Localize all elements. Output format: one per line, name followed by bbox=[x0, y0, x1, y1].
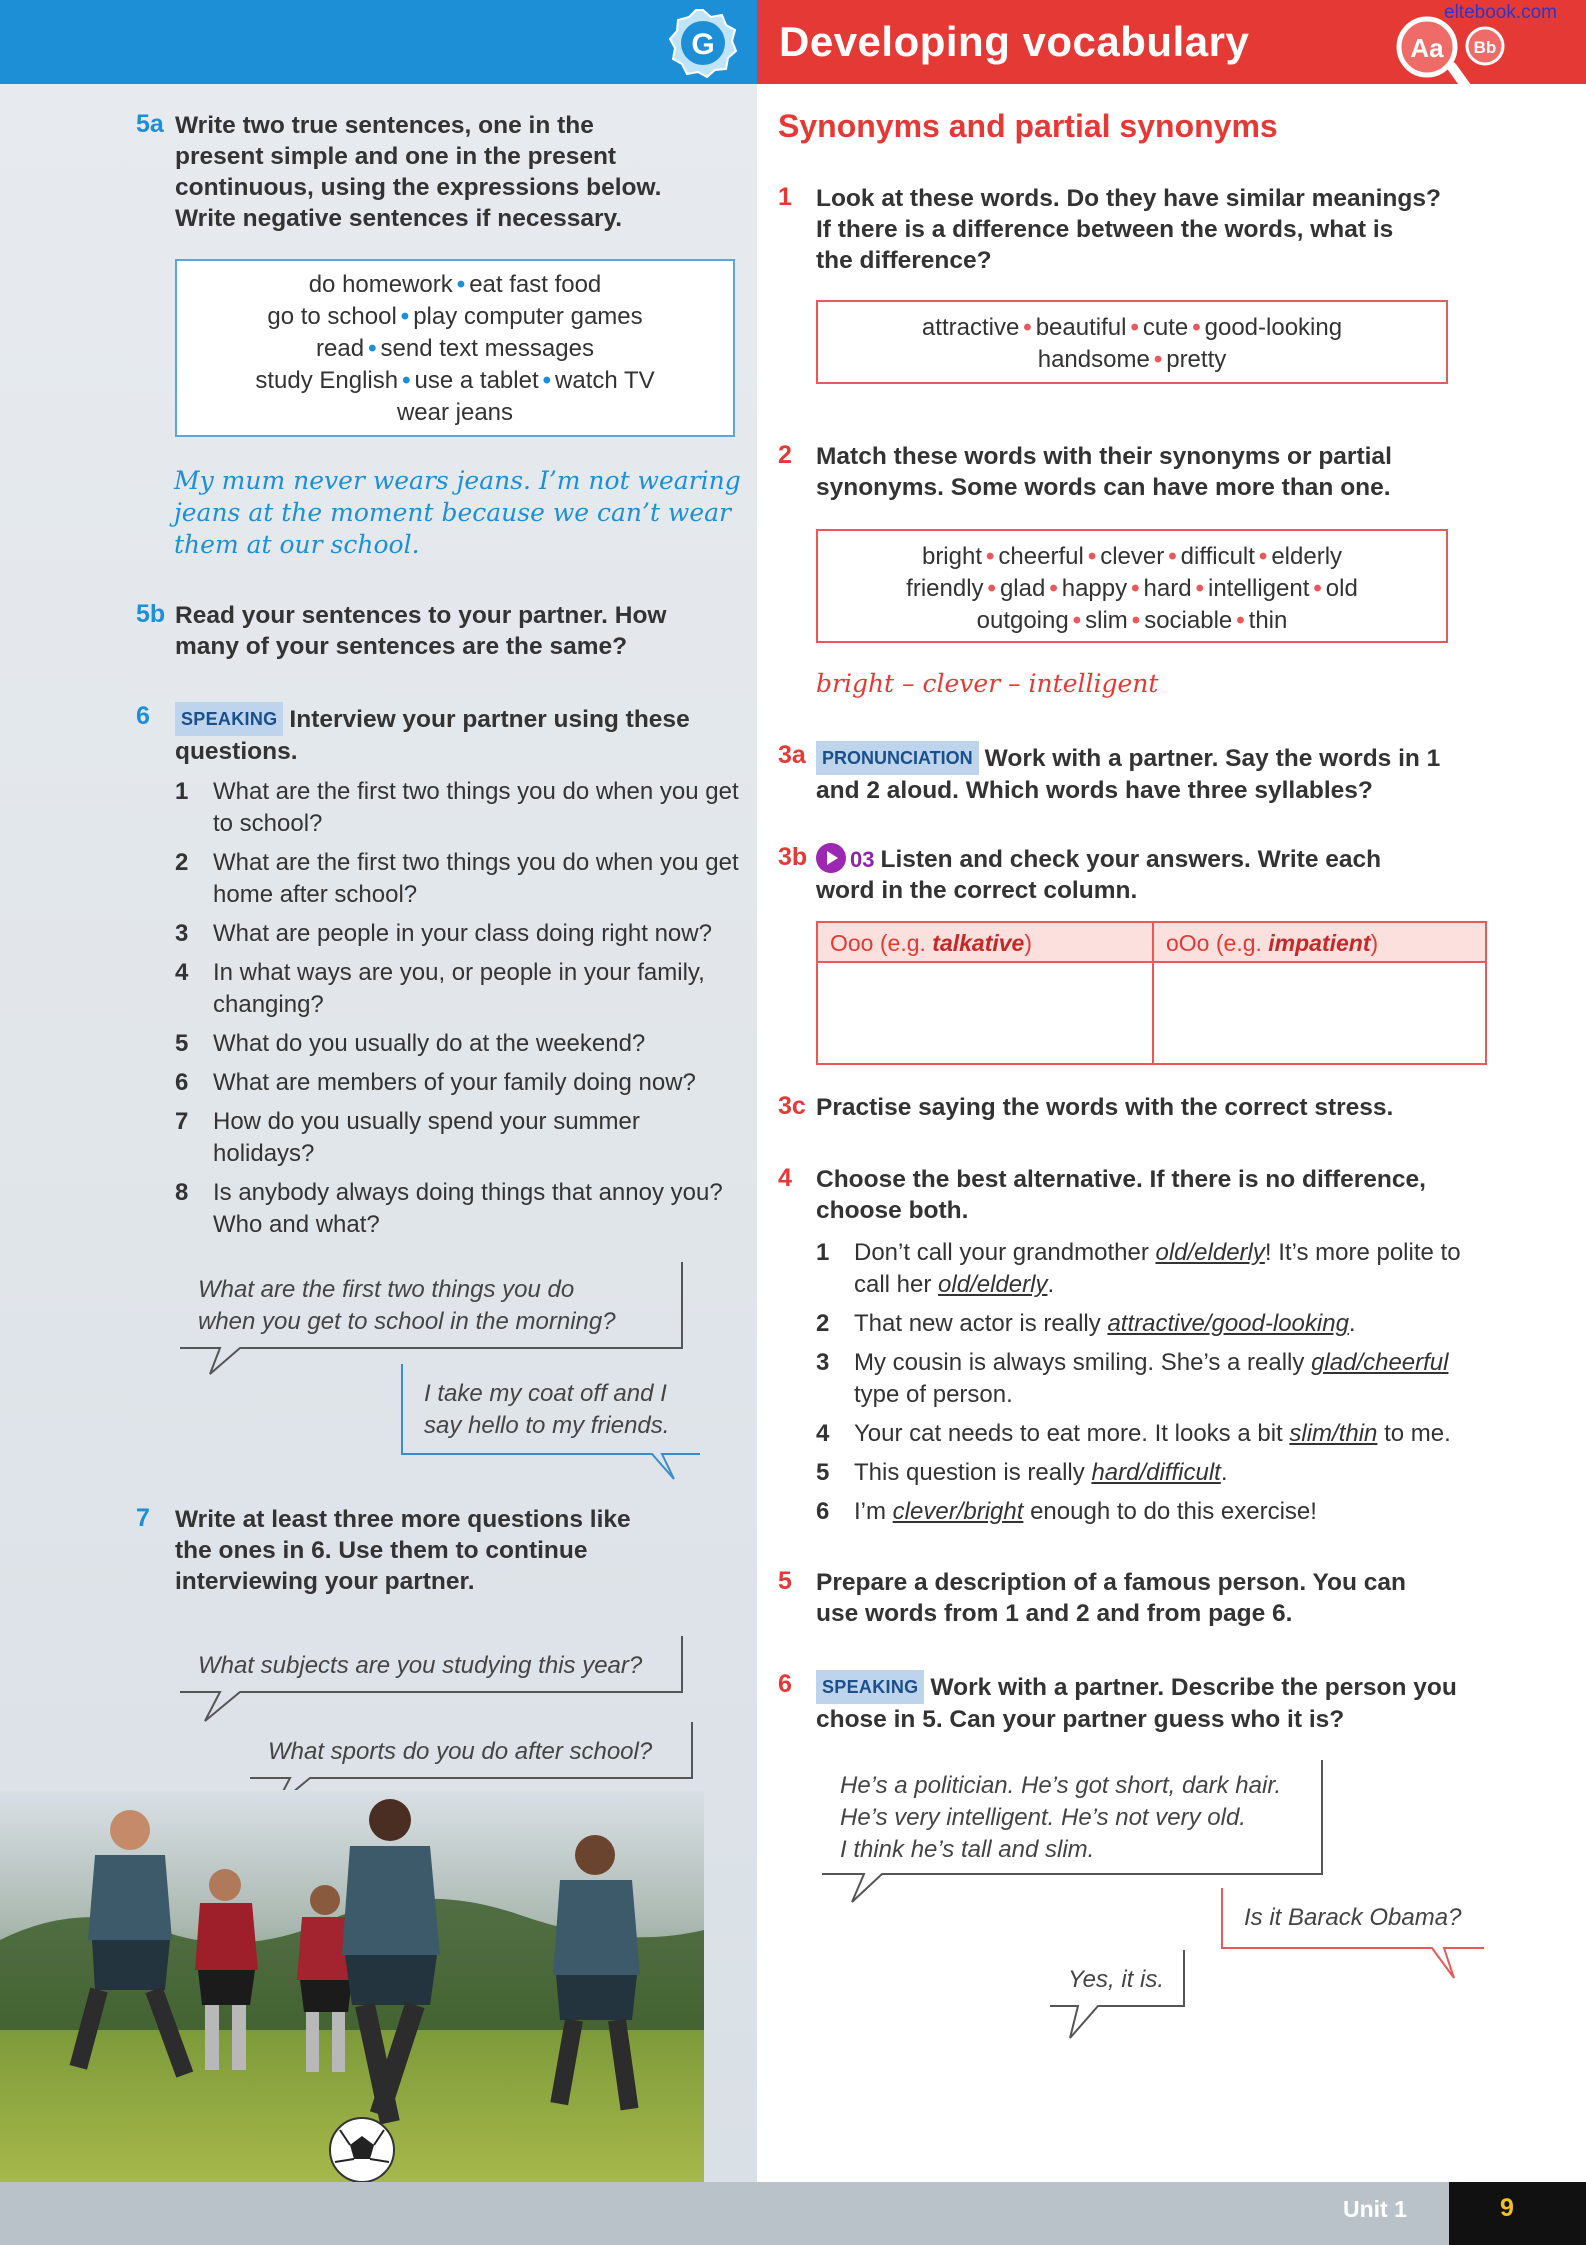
section-title: Synonyms and partial synonyms bbox=[778, 108, 1278, 144]
word-row: outgoing • slim • sociable • thin bbox=[976, 607, 1288, 634]
word-row: attractive • beautiful • cute • good-looking bbox=[921, 314, 1343, 341]
list-item: 1 Don’t call your grandmother old/elderly! It’s more polite to call her old/elderly. bbox=[816, 1239, 1461, 1298]
instruction-line: the difference? bbox=[816, 247, 992, 274]
list-item: 2 That new actor is really attractive/good-looking. bbox=[816, 1310, 1356, 1337]
instruction-line: interviewing your partner. bbox=[175, 1568, 475, 1595]
speech-bubble-reply: Yes, it is. bbox=[1050, 1950, 1186, 2050]
instruction-line: present simple and one in the present bbox=[175, 143, 617, 170]
exercise-6-right-number: 6 bbox=[778, 1670, 792, 1698]
svg-text:G: G bbox=[691, 28, 715, 61]
instruction-line: choose both. bbox=[816, 1197, 969, 1224]
instruction-line: continuous, using the expressions below. bbox=[175, 174, 662, 201]
instruction-line: Choose the best alternative. If there is no difference, bbox=[816, 1166, 1426, 1193]
exercise-3b-number: 3b bbox=[778, 843, 808, 871]
exercise-2-number: 2 bbox=[778, 441, 792, 469]
list-item: 5 This question is really hard/difficult. bbox=[816, 1459, 1228, 1486]
speech-bubble-description: He’s a politician. He’s got short, dark hair. He’s very intelligent. He’s not very old. I think he’s tall and slim. bbox=[822, 1760, 1324, 1910]
exercise-5a-number: 5a bbox=[136, 110, 164, 138]
svg-text:Bb: Bb bbox=[1473, 38, 1497, 57]
exercise-3a-number: 3a bbox=[778, 741, 806, 769]
exercise-1-instructions bbox=[816, 183, 1441, 276]
list-item: 4 In what ways are you, or people in your family, changing? bbox=[175, 959, 705, 1018]
exercise-5-instructions bbox=[816, 1567, 1406, 1629]
exercise-3c-number: 3c bbox=[778, 1092, 806, 1120]
word-row: study English • use a tablet • watch TV bbox=[255, 367, 655, 394]
exercise-2-instructions bbox=[816, 441, 1392, 503]
match-words-box bbox=[816, 529, 1448, 643]
exercise-5b-number: 5b bbox=[136, 600, 166, 628]
word-row: read • send text messages bbox=[316, 335, 594, 362]
football-players-photo bbox=[0, 1790, 704, 2182]
word-row: friendly • glad • happy • hard • intelligent • old bbox=[906, 575, 1358, 602]
instruction-line: many of your sentences are the same? bbox=[175, 633, 628, 660]
list-item: 6 What are members of your family doing now? bbox=[175, 1069, 696, 1096]
stress-pattern-table bbox=[816, 921, 1487, 1065]
exercise-5b-instructions bbox=[175, 600, 666, 662]
list-item: 2 What are the first two things you do when you get home after school? bbox=[175, 849, 739, 908]
instruction-line: synonyms. Some words can have more than one. bbox=[816, 474, 1391, 501]
exercise-6-instructions: SPEAKING Interview your partner using these questions. bbox=[175, 702, 690, 767]
instruction-line: Read your sentences to your partner. How bbox=[175, 602, 667, 629]
audio-play-icon[interactable] bbox=[816, 843, 846, 873]
list-item: 3 What are people in your class doing right now? bbox=[175, 920, 712, 947]
alternatives-list bbox=[816, 1237, 1496, 1535]
unit-label: Unit 1 bbox=[1343, 2196, 1407, 2222]
example-answer-2: bright – clever – intelligent bbox=[816, 669, 1159, 698]
svg-text:Aa: Aa bbox=[1410, 33, 1444, 63]
table-header-ooo-stress: oOo (e.g. impatient) bbox=[1154, 923, 1485, 963]
speech-bubble-guess: Is it Barack Obama? bbox=[1222, 1888, 1486, 1988]
exercise-4-instructions bbox=[816, 1164, 1426, 1226]
example-line: jeans at the moment because we can’t wear bbox=[174, 498, 731, 527]
exercise-3c-instructions: Practise saying the words with the correct stress. bbox=[816, 1094, 1394, 1121]
instruction-line: Write negative sentences if necessary. bbox=[175, 205, 623, 232]
grammar-g-icon bbox=[668, 8, 738, 78]
exercise-1-number: 1 bbox=[778, 183, 792, 211]
example-line: My mum never wears jeans. I’m not wearing bbox=[174, 466, 741, 495]
word-row: go to school • play computer games bbox=[267, 303, 643, 330]
speech-bubble-question: What subjects are you studying this year? bbox=[180, 1636, 685, 1726]
instruction-line: Match these words with their synonyms or partial bbox=[816, 443, 1392, 470]
speaking-tag: SPEAKING bbox=[816, 1670, 924, 1704]
page-title: Developing vocabulary bbox=[779, 18, 1250, 65]
list-item: 1 What are the first two things you do when you get to school? bbox=[175, 778, 739, 837]
exercise-5a-instructions bbox=[175, 110, 661, 234]
word-row: bright • cheerful • clever • difficult • elderly bbox=[921, 543, 1343, 570]
exercise-6-right-instructions: SPEAKING Work with a partner. Describe the person you chose in 5. Can your partner guess who it is? bbox=[816, 1670, 1457, 1735]
instruction-line: Prepare a description of a famous person. You can bbox=[816, 1569, 1406, 1596]
interview-questions-list bbox=[175, 776, 745, 1248]
page-number-box bbox=[1449, 2182, 1586, 2245]
instruction-line: Write at least three more questions like bbox=[175, 1506, 631, 1533]
example-line: them at our school. bbox=[174, 530, 420, 559]
synonyms-word-box bbox=[816, 300, 1448, 384]
instruction-line: the ones in 6. Use them to continue bbox=[175, 1537, 588, 1564]
instruction-line: If there is a difference between the words, what is bbox=[816, 216, 1394, 243]
exercise-6-number: 6 bbox=[136, 702, 150, 730]
instruction-line: Write two true sentences, one in the bbox=[175, 112, 594, 139]
exercise-3b-instructions: 03 Listen and check your answers. Write each word in the correct column. bbox=[816, 843, 1381, 906]
speech-bubble-answer: I take my coat off and I say hello to my friends. bbox=[402, 1364, 702, 1484]
speaking-tag: SPEAKING bbox=[175, 702, 283, 736]
list-item: 5 What do you usually do at the weekend? bbox=[175, 1030, 646, 1057]
exercise-7-number: 7 bbox=[136, 1504, 150, 1532]
table-header-ooo: Ooo (e.g. talkative) bbox=[818, 923, 1152, 963]
list-item: 6 I’m clever/bright enough to do this exercise! bbox=[816, 1498, 1317, 1525]
exercise-7-instructions bbox=[175, 1504, 631, 1597]
page-number: 9 bbox=[1500, 2194, 1514, 2222]
vocabulary-magnifier-icon bbox=[1392, 12, 1522, 102]
exercise-5-number: 5 bbox=[778, 1567, 792, 1595]
word-row: do homework • eat fast food bbox=[308, 271, 602, 298]
list-item: 3 My cousin is always smiling. She’s a really glad/cheerful type of person. bbox=[816, 1349, 1449, 1408]
list-item: 7 How do you usually spend your summer holidays? bbox=[175, 1108, 640, 1167]
exercise-4-number: 4 bbox=[778, 1164, 792, 1192]
instruction-line: Look at these words. Do they have similar meanings? bbox=[816, 185, 1441, 212]
audio-track-number: 03 bbox=[850, 847, 875, 872]
watermark-link[interactable]: eltebook.com bbox=[1444, 2, 1558, 23]
speech-bubble-question: What sports do you do after school? bbox=[250, 1722, 695, 1812]
list-item: 8 Is anybody always doing things that annoy you? Who and what? bbox=[175, 1179, 723, 1238]
expressions-box bbox=[175, 259, 735, 437]
header-bar-left bbox=[0, 0, 757, 84]
table-column-divider bbox=[1152, 923, 1154, 1063]
pronunciation-tag: PRONUNCIATION bbox=[816, 741, 979, 775]
word-row: wear jeans bbox=[396, 399, 514, 426]
speech-bubble-question: What are the first two things you do when you get to school in the morning? bbox=[180, 1262, 685, 1382]
exercise-3a-instructions: PRONUNCIATION Work with a partner. Say the words in 1 and 2 aloud. Which words have three syllables? bbox=[816, 741, 1440, 806]
list-item: 4 Your cat needs to eat more. It looks a bit slim/thin to me. bbox=[816, 1420, 1451, 1447]
example-answer-5a bbox=[174, 465, 741, 561]
word-row: handsome • pretty bbox=[1037, 346, 1227, 373]
instruction-line: use words from 1 and 2 and from page 6. bbox=[816, 1600, 1293, 1627]
